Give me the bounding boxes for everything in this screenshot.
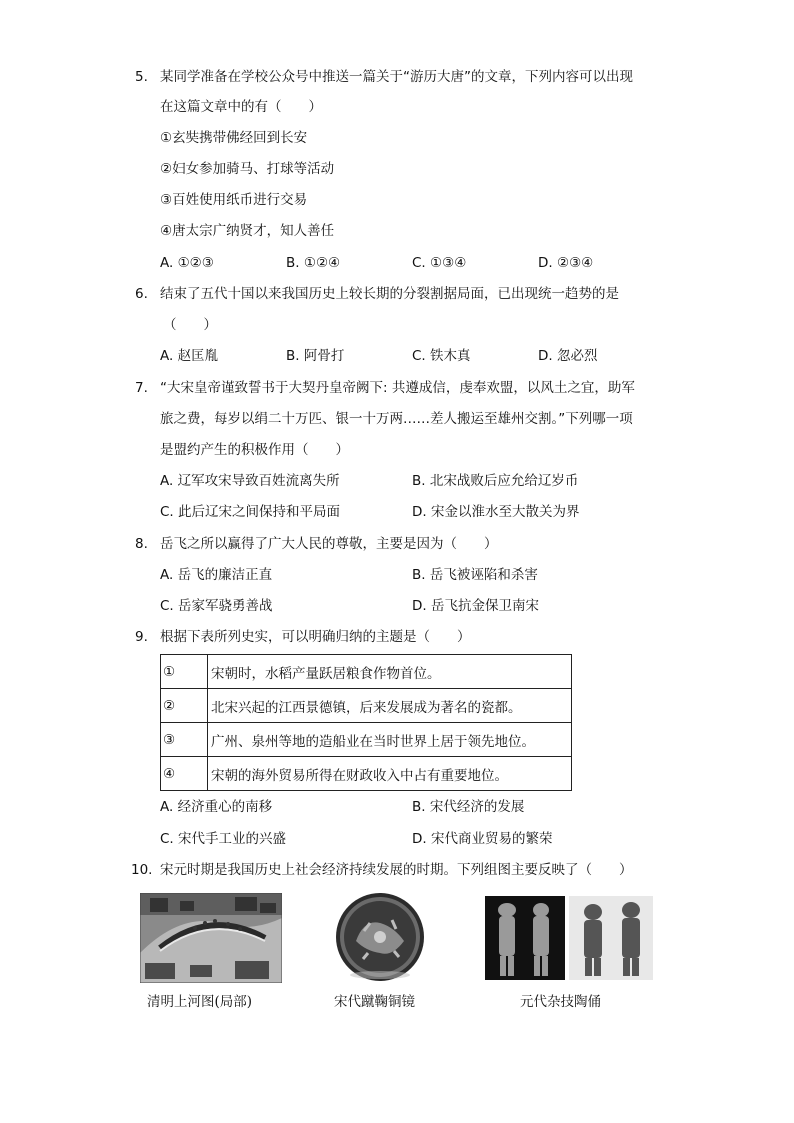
question-7-number: 7.: [135, 380, 148, 396]
question-6-blank: （ ）: [163, 317, 217, 333]
question-10-stem: 宋元时期是我国历史上社会经济持续发展的时期。下列组图主要反映了（ ）: [160, 862, 633, 878]
table-row: [161, 655, 572, 689]
table-cell-text: 宋朝的海外贸易所得在财政收入中占有重要地位。: [208, 757, 572, 791]
question-9-option-b: B. 宋代经济的发展: [412, 799, 525, 815]
qingming-scroll-image: [140, 893, 282, 983]
question-6-option-b: B. 阿骨打: [286, 348, 345, 364]
question-7-option-c: C. 此后辽宋之间保持和平局面: [160, 504, 341, 520]
question-9-option-d: D. 宋代商业贸易的繁荣: [412, 831, 553, 847]
question-9-stem: 根据下表所列史实，可以明确归纳的主题是（ ）: [160, 629, 471, 645]
question-5-stem: 某同学准备在学校公众号中推送一篇关于“游历大唐”的文章，下列内容可以出现: [160, 69, 633, 85]
question-5-option-d: D. ②③④: [538, 255, 594, 271]
question-7-option-b: B. 北宋战败后应允给辽岁币: [412, 473, 579, 489]
acrobat-figurines-image: [485, 896, 653, 980]
question-9-option-a: A. 经济重心的南移: [160, 799, 273, 815]
question-8-option-d: D. 岳飞抗金保卫南宋: [412, 598, 539, 614]
question-5-option-a: A. ①②③: [160, 255, 214, 271]
question-6-stem: 结束了五代十国以来我国历史上较长期的分裂割据局面，已出现统一趋势的是: [160, 286, 619, 302]
table-row: [161, 689, 572, 723]
question-6-option-d: D. 忽必烈: [538, 348, 598, 364]
bronze-mirror-image: [334, 891, 426, 983]
question-8-option-b: B. 岳飞被诬陷和杀害: [412, 567, 538, 583]
history-facts-table: [160, 654, 572, 791]
question-6-option-a: A. 赵匡胤: [160, 348, 219, 364]
caption-acrobat-figurines: 元代杂技陶俑: [520, 994, 601, 1010]
question-5-item-3: ③百姓使用纸币进行交易: [160, 192, 308, 208]
table-cell-number: ④: [161, 757, 208, 791]
question-5-number: 5.: [135, 69, 148, 85]
table-cell-number: ②: [161, 689, 208, 723]
caption-qingming-scroll: 清明上河图(局部): [147, 994, 253, 1010]
table-cell-text: 宋朝时，水稻产量跃居粮食作物首位。: [208, 655, 572, 689]
question-8-stem: 岳飞之所以赢得了广大人民的尊敬，主要是因为（ ）: [160, 536, 498, 552]
question-6-number: 6.: [135, 286, 148, 302]
question-5-stem-continued: 在这篇文章中的有（ ）: [160, 99, 322, 115]
question-5-item-1: ①玄奘携带佛经回到长安: [160, 130, 308, 146]
question-7-option-d: D. 宋金以淮水至大散关为界: [412, 504, 580, 520]
question-5-item-4: ④唐太宗广纳贤才，知人善任: [160, 223, 335, 239]
question-8-number: 8.: [135, 536, 148, 552]
question-6-option-c: C. 铁木真: [412, 348, 471, 364]
question-8-option-c: C. 岳家军骁勇善战: [160, 598, 273, 614]
question-9-option-c: C. 宋代手工业的兴盛: [160, 831, 287, 847]
question-5-option-c: C. ①③④: [412, 255, 467, 271]
question-8-option-a: A. 岳飞的廉洁正直: [160, 567, 273, 583]
question-5-option-b: B. ①②④: [286, 255, 341, 271]
table-row: [161, 757, 572, 791]
question-7-stem-line-3: 是盟约产生的积极作用（ ）: [160, 442, 349, 458]
question-9-number: 9.: [135, 629, 148, 645]
table-cell-text: 广州、泉州等地的造船业在当时世界上居于领先地位。: [208, 723, 572, 757]
question-7-option-a: A. 辽军攻宋导致百姓流离失所: [160, 473, 340, 489]
table-cell-text: 北宋兴起的江西景德镇，后来发展成为著名的瓷都。: [208, 689, 572, 723]
table-row: [161, 723, 572, 757]
table-cell-number: ①: [161, 655, 208, 689]
question-7-stem: “大宋皇帝谨致誓书于大契丹皇帝阙下: 共遵成信，虔奉欢盟，以风土之宜，助军: [160, 380, 635, 396]
question-10-number: 10.: [131, 862, 153, 878]
caption-bronze-mirror: 宋代蹴鞠铜镜: [334, 994, 415, 1010]
table-cell-number: ③: [161, 723, 208, 757]
question-5-item-2: ②妇女参加骑马、打球等活动: [160, 161, 335, 177]
question-7-stem-line-2: 旅之费，每岁以绢二十万匹、银一十万两……差人搬运至雄州交割。”下列哪一项: [160, 411, 633, 427]
